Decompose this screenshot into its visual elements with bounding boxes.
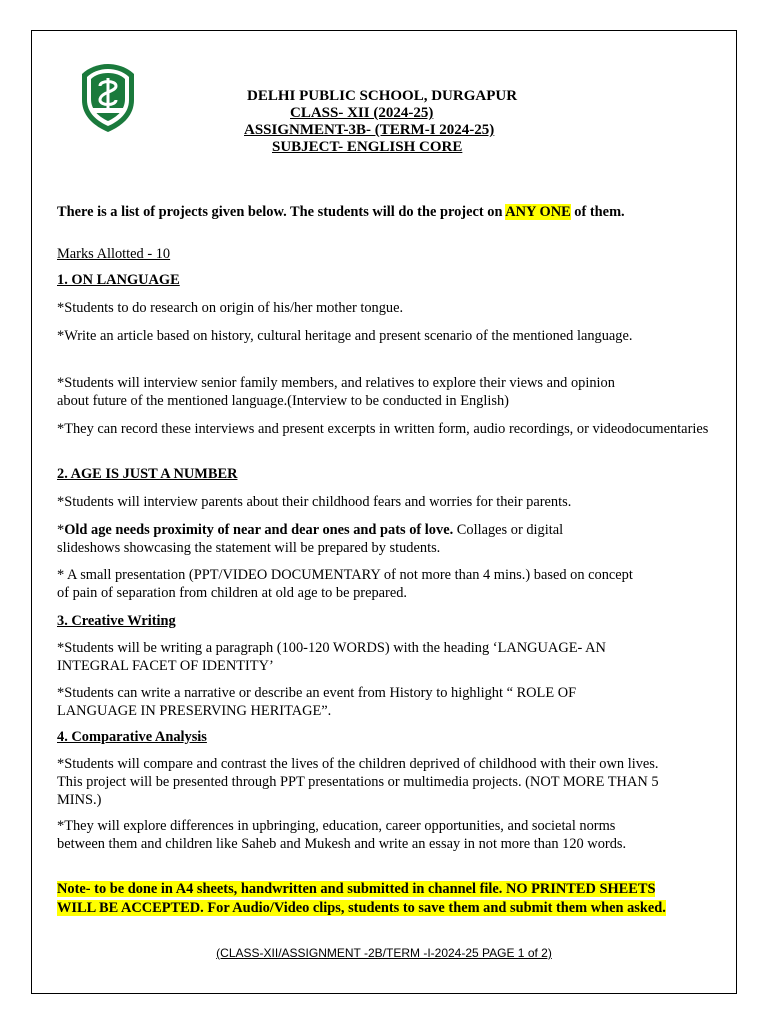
subject-line: SUBJECT- ENGLISH CORE: [272, 139, 463, 155]
marks-allotted: Marks Allotted - 10: [57, 246, 171, 262]
school-name: DELHI PUBLIC SCHOOL, DURGAPUR: [247, 88, 518, 104]
s4-para-2: *They will explore differences in upbringing, education, career opportunities, and societal norms between them and children like Saheb and Mukesh and write an essay in not more than 120 words.: [57, 818, 627, 852]
s2-para-2: *Old age needs proximity of near and dear ones and pats of love. Collages or digital slideshows showcasing the statement will be prepared by students.: [57, 522, 564, 556]
note-text: Note- to be done in A4 sheets, handwritten and submitted in channel file. NO PRINTED SHEETS WILL BE ACCEPTED. For Audio/Video clips, students to save them and submit them when asked.: [57, 881, 666, 916]
s1-para-1: *Students to do research on origin of his/her mother tongue.: [57, 300, 404, 316]
s3-para-1: *Students will be writing a paragraph (100-120 WORDS) with the heading ‘LANGUAGE- AN INTEGRAL FACET OF IDENTITY’: [57, 640, 606, 674]
page-footer: (CLASS-XII/ASSIGNMENT -2B/TERM -I-2024-25 PAGE 1 of 2): [216, 946, 552, 960]
s2-para-1: *Students will interview parents about their childhood fears and worries for their parents.: [57, 494, 572, 510]
s1-para-4: *They can record these interviews and present excerpts in written form, audio recordings, or videodocumentaries: [57, 421, 709, 437]
section-3-title: 3. Creative Writing: [57, 613, 176, 629]
section-1-title: 1. ON LANGUAGE: [57, 272, 180, 288]
s4-para-1: *Students will compare and contrast the lives of the children deprived of childhood with their own lives. This project will be presented through PPT presentations or multimedia projects. (NOT MORE THAN 5 MINS.): [57, 756, 659, 808]
s3-para-2: *Students can write a narrative or describe an event from History to highlight “ ROLE OF LANGUAGE IN PRESERVING HERITAGE”.: [57, 685, 577, 719]
section-2-title: 2. AGE IS JUST A NUMBER: [57, 466, 238, 482]
section-4-title: 4. Comparative Analysis: [57, 729, 207, 745]
assignment-line: ASSIGNMENT-3B- (TERM-I 2024-25): [244, 122, 495, 138]
highlight-any-one: ANY ONE: [505, 204, 571, 220]
s1-para-3: *Students will interview senior family members, and relatives to explore their views and opinion about future of the mentioned language.(Interview to be conducted in English): [57, 375, 615, 409]
class-line: CLASS- XII (2024-25): [290, 105, 434, 121]
s1-para-2: *Write an article based on history, cultural heritage and present scenario of the mentioned language.: [57, 328, 633, 344]
s2-para-3: * A small presentation (PPT/VIDEO DOCUMENTARY of not more than 4 mins.) based on concept of pain of separation from children at old age to be prepared.: [57, 567, 633, 601]
intro-text: There is a list of projects given below. The students will do the project on ANY ONE of them.: [57, 204, 625, 220]
